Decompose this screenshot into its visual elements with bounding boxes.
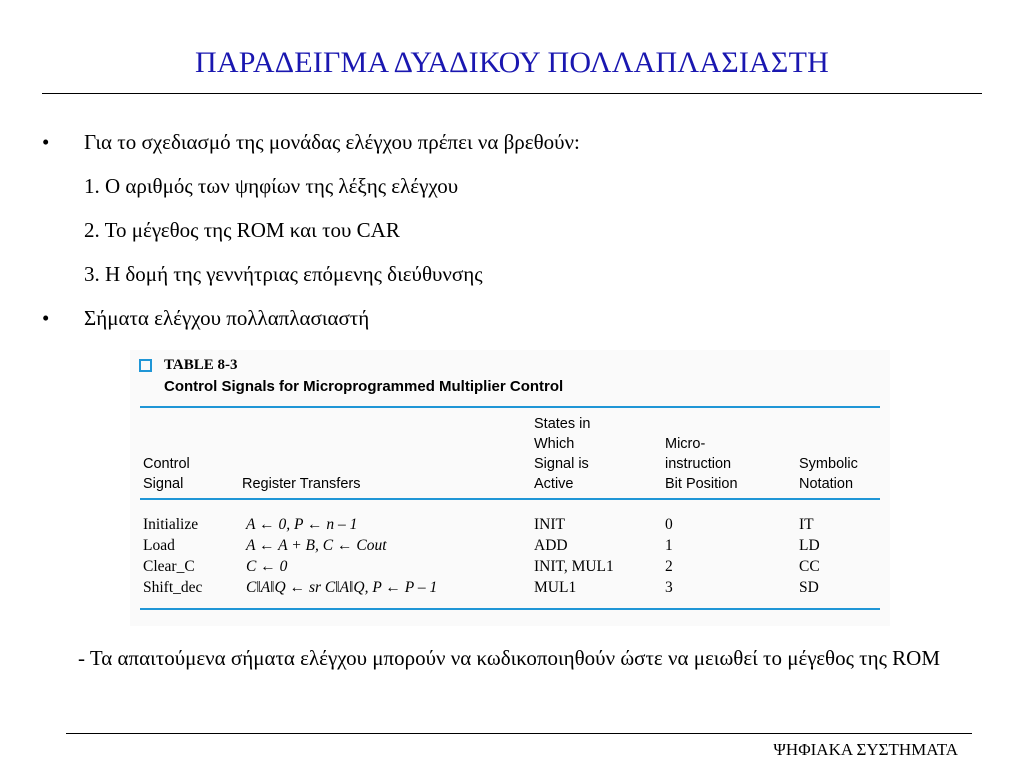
cell-bit: 3 (665, 579, 673, 596)
cell-states: INIT, MUL1 (534, 558, 614, 575)
table-figure (130, 350, 890, 626)
bullet-text: Για το σχεδιασμό της μονάδας ελέγχου πρέπει να βρεθούν: (84, 130, 580, 154)
cell-transfers: A ← A + B, C ← Cout (246, 537, 387, 554)
header-control-signal: Control Signal (143, 456, 190, 492)
bullet-dot: • (42, 306, 50, 330)
sub-item: 1. Ο αριθμός των ψηφίων της λέξης ελέγχου (84, 174, 459, 198)
cell-transfers: C‖A‖Q ← sr C‖A‖Q, P ← P – 1 (246, 579, 438, 596)
title-divider (42, 93, 982, 94)
cell-signal: Initialize (143, 516, 199, 533)
note-text: - Τα απαιτούμενα σήματα ελέγχου μπορούν να κωδικοποιηθούν ώστε να μειωθεί το μέγεθος της ROM (78, 646, 941, 670)
cell-notation: IT (799, 516, 814, 533)
sub-item: 3. Η δομή της γεννήτριας επόμενης διεύθυνσης (84, 262, 483, 286)
bullet-list (42, 120, 982, 340)
cell-bit: 1 (665, 537, 673, 554)
cell-notation: CC (799, 558, 820, 575)
cell-signal: Load (143, 537, 175, 554)
cell-transfers: A ← 0, P ← n – 1 (246, 516, 358, 533)
bullet-text: Σήματα ελέγχου πολλαπλασιαστή (84, 306, 370, 330)
cell-states: INIT (534, 516, 565, 533)
table-bottom-rule (140, 608, 880, 610)
cell-states: ADD (534, 537, 568, 554)
cell-notation: LD (799, 537, 820, 554)
table-caption: Control Signals for Microprogrammed Multiplier Control (164, 378, 564, 395)
table-top-rule (140, 406, 880, 408)
table-square-icon (139, 359, 152, 372)
cell-bit: 0 (665, 516, 673, 533)
header-symbolic-notation: Symbolic Notation (799, 456, 858, 492)
cell-notation: SD (799, 579, 819, 596)
header-states: States in Which Signal is Active (534, 416, 591, 492)
sub-item: 2. Το μέγεθος της ROM και του CAR (84, 218, 400, 242)
cell-states: MUL1 (534, 579, 577, 596)
cell-transfers: C ← 0 (246, 558, 288, 575)
header-bit-position: Micro- instruction Bit Position (665, 436, 738, 492)
cell-signal: Clear_C (143, 558, 195, 575)
cell-signal: Shift_dec (143, 579, 203, 596)
header-register-transfers: Register Transfers (242, 476, 361, 492)
cell-bit: 2 (665, 558, 673, 575)
footer-text: ΨΗΦΙΑΚΑ ΣΥΣΤΗΜΑΤΑ (773, 740, 958, 759)
bullet-item (42, 296, 982, 340)
bullet-dot: • (42, 130, 50, 154)
footer-divider (66, 733, 972, 734)
table-label: TABLE 8-3 (164, 357, 238, 373)
slide-title: ΠΑΡΑΔΕΙΓΜΑ ΔΥΑΔΙΚΟΥ ΠΟΛΛΑΠΛΑΣΙΑΣΤΗ (195, 46, 829, 79)
bullet-item (42, 120, 982, 164)
table-header-rule (140, 498, 880, 500)
